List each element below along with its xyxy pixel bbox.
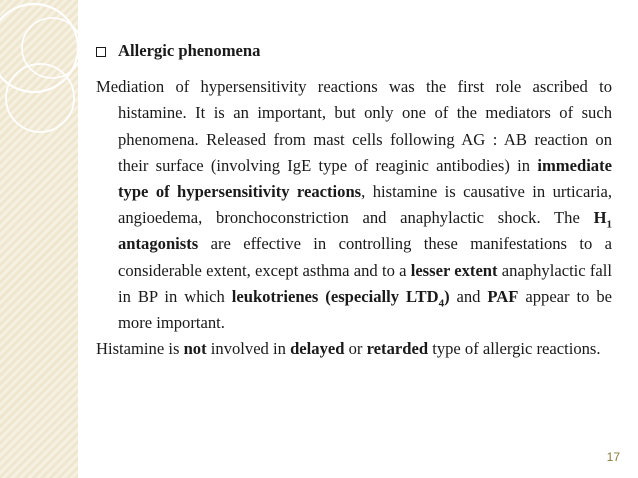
decorative-circle-inner bbox=[22, 18, 78, 78]
text-segment: Mediation of hypersensitivity reactions was the first role ascribed to histamine. It is an important, but only one of the mediators of such phenomena. Released from mast cells following AG : AB reaction on their surface (involving IgE type of reaginic antibodies) in bbox=[96, 77, 612, 175]
text-segment: and bbox=[449, 286, 488, 306]
text-segment: are effective in controlling these manifestations to a considerable extent, except asthma and to a bbox=[118, 234, 612, 280]
square-bullet-icon bbox=[96, 47, 106, 57]
bold-term-delayed: delayed bbox=[290, 339, 345, 359]
bold-term-lesser-extent: lesser extent bbox=[410, 260, 498, 280]
decorative-side-band bbox=[0, 0, 78, 478]
text-segment: Histamine is bbox=[96, 339, 184, 359]
paragraph-delayed-reactions bbox=[96, 336, 612, 362]
slide-heading bbox=[96, 38, 612, 64]
h-letter: H bbox=[593, 208, 607, 228]
bold-term-retarded: retarded bbox=[366, 339, 429, 359]
page-number: 17 bbox=[606, 450, 620, 464]
bold-term-immediate-hypersensitivity: immediate type of hypersensitivity reactions bbox=[118, 155, 612, 202]
bold-term-antagonists: antagonists bbox=[118, 234, 199, 254]
slide-content bbox=[96, 38, 612, 362]
heading-text: Allergic phenomena bbox=[118, 41, 261, 60]
bold-term-not: not bbox=[183, 339, 207, 359]
decorative-circles bbox=[0, 0, 78, 478]
text-segment: , histamine is causative in urticaria, angioedema, bronchoconstriction and anaphylactic shock. The bbox=[118, 182, 612, 228]
text-segment: involved in bbox=[206, 339, 291, 359]
bold-term-paf: PAF bbox=[487, 286, 519, 306]
decorative-circle-lower bbox=[6, 64, 74, 132]
bold-term-leukotrienes: leukotrienes (especially LTD bbox=[231, 286, 439, 306]
text-segment: appear to be more important. bbox=[118, 286, 612, 333]
paragraph-allergic-mediation bbox=[96, 74, 612, 336]
text-segment: anaphylactic fall in BP in which bbox=[118, 260, 612, 306]
subscript-1: 1 bbox=[606, 218, 612, 231]
subscript-4: 4 bbox=[438, 297, 445, 310]
bold-term-h1 bbox=[593, 208, 612, 231]
text-segment: or bbox=[344, 339, 367, 359]
text-segment: type of allergic reactions. bbox=[428, 339, 601, 359]
bold-paren: ) bbox=[444, 286, 450, 306]
